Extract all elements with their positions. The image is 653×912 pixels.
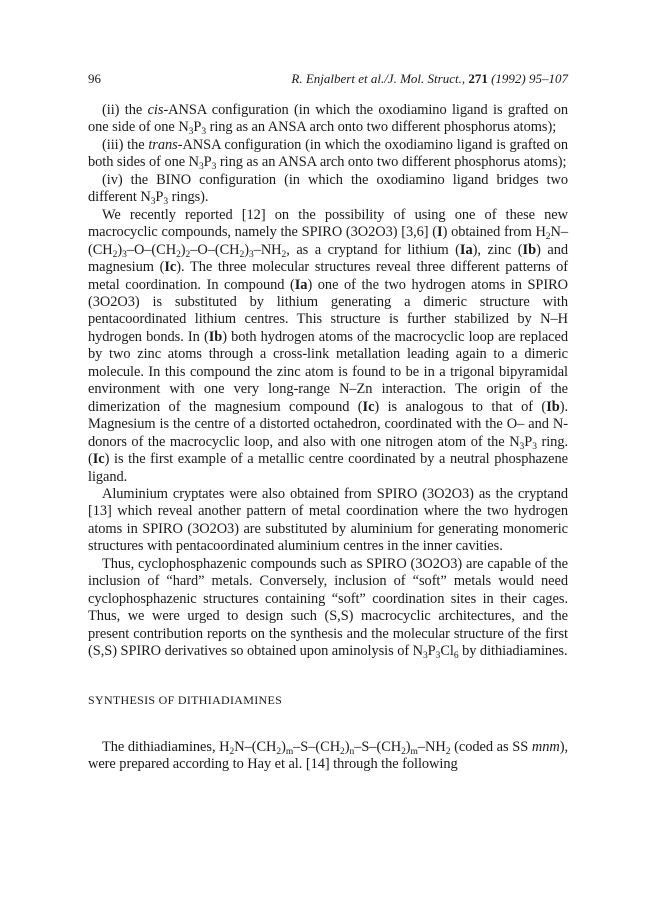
paragraph-soft-metals: Thus, cyclophosphazenic compounds such as SPIRO (3O2O3) are capable of the inclusion of “hard” metals. Conversely, inclusion of “soft” metals would need cyclophosphazenic structures containing “soft” coordination sites in their cages. Thus, we were urged to design such (S,S) macrocyclic architectures, and the present contribution reports on the synthesis and the molecular structure of the first (S,S) SPIRO derivatives so obtained upon aminolysis of $N_3P_3Cl_6$ by dithiadiamines. bbox=[88, 555, 568, 662]
paragraph-cis-ansa: (ii) the cis-ANSA configuration (in which the oxodiamino ligand is grafted on one side of one $N_3P_3$ ring as an ANSA arch onto two different phosphorus atoms); bbox=[88, 102, 568, 138]
paragraph-spiro-cryptand: We recently reported [12] on the possibility of using one of these new macrocyclic compounds, namely the SPIRO (3O2O3) [3,6] (I) obtained from $H_2N-(CH_2)_3-O-(CH_2)_2-O-(CH_2)_3-NH_2$, as a cryptand for lithium (Ia), zinc (Ib) and magnesium (Ic). The three molecular structures reveal three different patterns of metal coordination. In compound (Ia) one of the two hydrogen atoms in SPIRO (3O2O3) is substituted by lithium generating a dimeric structure with pentacoordinated lithium centres. This structure is further stabilized by N–H hydrogen bonds. In (Ib) both hydrogen atoms of the macrocyclic loop are replaced by two zinc atoms through a cross-link metallation leading again to a dimeric molecule. In this compound the zinc atom is found to be in a trigonal bipyramidal environment with one very long-range N–Zn interaction. The origin of the dimerization of the magnesium compound (Ic) is analogous to that of (Ib). Magnesium is the centre of a distorted octahedron, coordinated with the O– and N-donors of the macrocyclic loop, and also with one nitrogen atom of the $N_3P_3$ ring. (Ic) is the first example of a metallic centre coordinated by a neutral phosphazene ligand. bbox=[88, 206, 569, 485]
paragraph-aluminium-cryptates: Aluminium cryptates were also obtained from SPIRO (3O2O3) as the cryptand [13] which reveal another pattern of metal coordination where the two hydrogen atoms in SPIRO (3O2O3) are substituted by aluminium for generating monomeric structures with pentacoordinated aluminium centres in the inner cavities. bbox=[88, 485, 568, 555]
journal-page bbox=[88, 70, 568, 774]
page-number: 96 bbox=[88, 71, 101, 86]
page-header bbox=[88, 70, 568, 88]
paragraph-bino: (iv) the BINO configuration (in which the oxodiamino ligand bridges two different $N_3P_3$ rings). bbox=[88, 171, 568, 208]
section-heading: SYNTHESIS OF DITHIADIAMINES bbox=[88, 692, 283, 707]
paragraph-dithiadiamines: The dithiadiamines, $H_2N-(CH_2)_m-S-(CH_2)_n-S-(CH_2)_m-NH_2$ (coded as SS mnm), were prepared according to Hay et al. [14] through the following bbox=[88, 738, 568, 773]
running-head: R. Enjalbert et al./J. Mol. Struct., 271 (1992) 95–107 bbox=[291, 71, 568, 86]
paragraph-trans-ansa: (iii) the trans-ANSA configuration (in which the oxodiamino ligand is grafted on both sides of one $N_3P_3$ ring as an ANSA arch onto two different phosphorus atoms); bbox=[88, 136, 568, 173]
